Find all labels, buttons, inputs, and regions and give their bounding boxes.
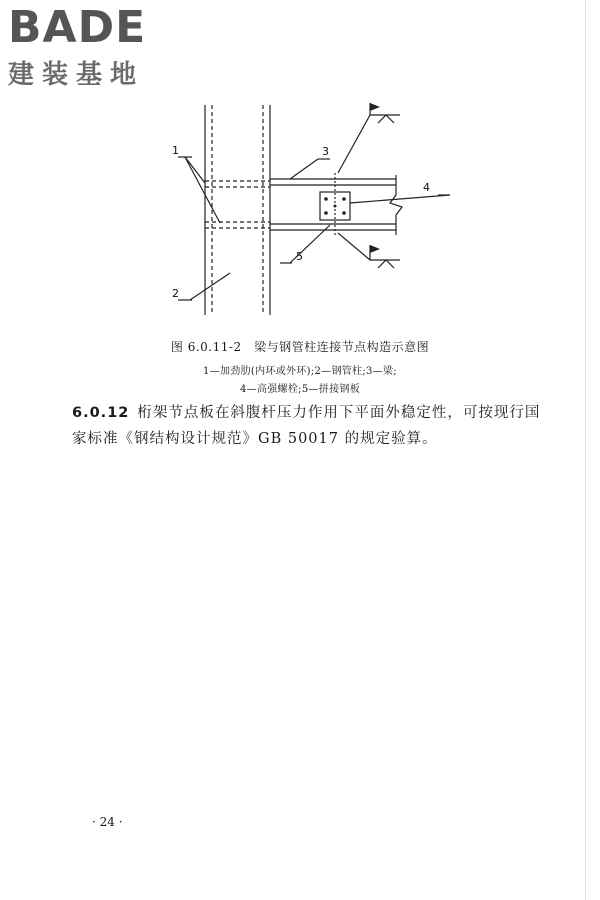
page-number: · 24 · — [92, 815, 123, 829]
logo-subtitle: 建装基地 — [8, 60, 145, 90]
bade-logo — [8, 2, 178, 96]
clause-number: 6.0.12 — [72, 405, 130, 421]
bolt — [324, 211, 328, 215]
weld-flag-top — [370, 103, 380, 111]
beam-break-line — [390, 175, 402, 235]
bolt — [342, 211, 346, 215]
figure-legend-line-1: 1—加劲肋(内环或外环);2—钢管柱;3—梁; — [203, 366, 397, 377]
weld-leader-top — [338, 115, 370, 173]
bolt — [342, 197, 346, 201]
callout-1: 1 — [172, 144, 179, 157]
weld-flag-bottom — [370, 245, 380, 253]
callout-2: 2 — [172, 287, 179, 300]
figure-caption: 图 6.0.11-2 梁与钢管柱连接节点构造示意图 — [170, 340, 430, 354]
weld-symbol-bottom — [378, 260, 394, 268]
leader-1a — [185, 157, 205, 183]
leader-2 — [190, 273, 230, 300]
logo-brand: BADE — [8, 2, 147, 53]
connection-diagram — [150, 95, 470, 325]
callout-3: 3 — [322, 145, 329, 158]
leader-1b — [185, 157, 220, 223]
clause-paragraph — [72, 400, 542, 452]
figure-legend-line-2: 4—高强螺栓;5—拼接钢板 — [240, 384, 360, 395]
bolt — [324, 197, 328, 201]
weld-leader-bottom — [338, 233, 370, 260]
callout-5: 5 — [296, 250, 303, 263]
callout-4: 4 — [423, 181, 430, 194]
page-edge — [585, 0, 586, 900]
leader-3 — [290, 159, 318, 179]
bolt — [334, 205, 337, 208]
clause-text: 桁架节点板在斜腹杆压力作用下平面外稳定性，可按现行国家标准《钢结构设计规范》GB 50017 的规定验算。 — [72, 405, 541, 447]
leader-4 — [350, 195, 450, 203]
weld-symbol-top — [378, 115, 394, 123]
